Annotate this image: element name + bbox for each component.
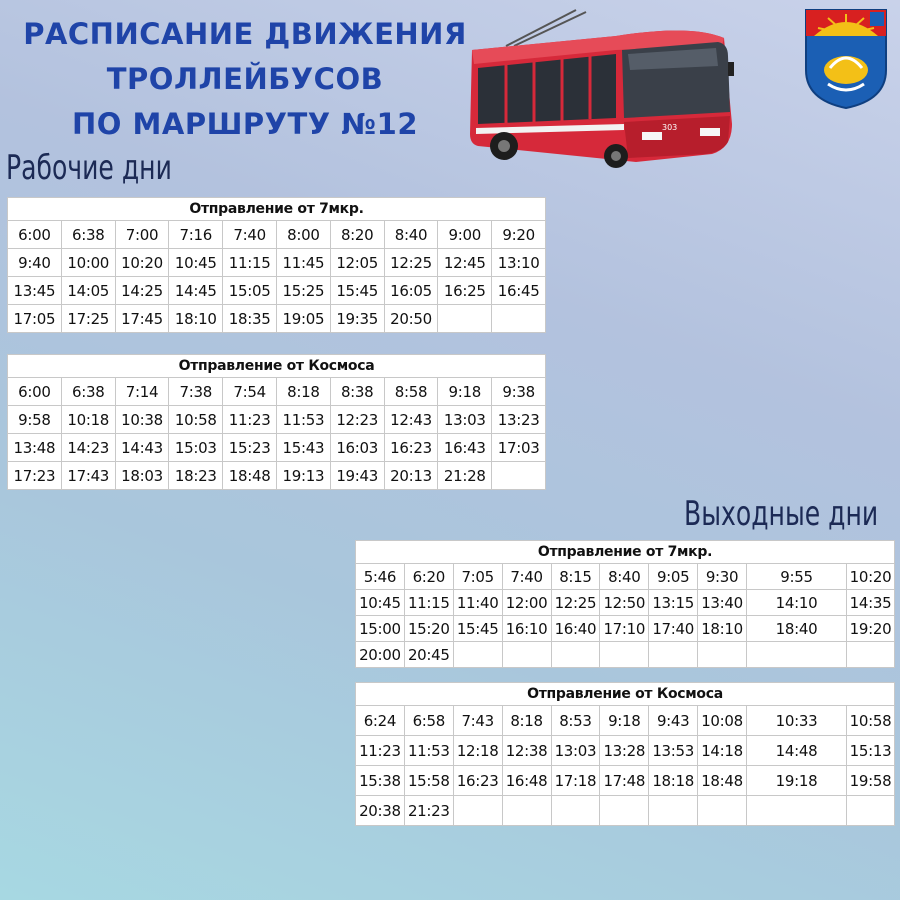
time-cell: 10:45 [169, 249, 223, 277]
time-cell: 7:14 [115, 378, 169, 406]
time-cell: 15:38 [356, 766, 405, 796]
time-cell: 13:53 [649, 736, 698, 766]
time-cell [846, 642, 894, 668]
time-cell: 11:23 [223, 406, 277, 434]
time-cell: 6:24 [356, 706, 405, 736]
time-cell [600, 796, 649, 826]
weekends-kosmos-table [355, 682, 895, 826]
time-cell: 21:28 [438, 462, 492, 490]
time-cell: 13:03 [551, 736, 600, 766]
time-cell: 8:40 [600, 564, 649, 590]
time-cell: 17:25 [61, 305, 115, 333]
table-row [356, 766, 895, 796]
table-header: Отправление от Космоса [8, 355, 546, 378]
time-cell: 16:45 [492, 277, 546, 305]
time-cell [551, 642, 600, 668]
table-row [8, 221, 546, 249]
time-cell: 19:43 [330, 462, 384, 490]
time-cell: 17:40 [649, 616, 698, 642]
time-cell: 15:20 [404, 616, 453, 642]
time-cell: 17:48 [600, 766, 649, 796]
time-cell: 6:00 [8, 378, 62, 406]
title-line: ПО МАРШРУТУ №12 [72, 107, 418, 141]
time-cell: 16:25 [438, 277, 492, 305]
time-cell: 14:35 [846, 590, 894, 616]
time-cell: 15:05 [223, 277, 277, 305]
time-cell: 11:53 [404, 736, 453, 766]
time-cell: 14:43 [115, 434, 169, 462]
time-cell: 12:00 [502, 590, 551, 616]
time-cell: 19:20 [846, 616, 894, 642]
time-cell: 13:15 [649, 590, 698, 616]
time-cell: 16:05 [384, 277, 438, 305]
time-cell: 10:38 [115, 406, 169, 434]
page-title [0, 12, 490, 147]
table-row [356, 590, 895, 616]
time-cell: 10:58 [169, 406, 223, 434]
time-cell [492, 305, 546, 333]
table-row [8, 305, 546, 333]
time-cell: 19:05 [276, 305, 330, 333]
time-cell: 12:45 [438, 249, 492, 277]
title-line: ТРОЛЛЕЙБУСОВ [106, 62, 384, 96]
time-cell: 18:03 [115, 462, 169, 490]
time-cell: 9:18 [438, 378, 492, 406]
time-cell: 6:20 [404, 564, 453, 590]
time-cell: 11:15 [223, 249, 277, 277]
table-header: Отправление от 7мкр. [356, 541, 895, 564]
time-cell: 11:40 [453, 590, 502, 616]
time-cell: 13:28 [600, 736, 649, 766]
time-cell: 14:45 [169, 277, 223, 305]
time-cell: 15:45 [453, 616, 502, 642]
time-cell: 18:35 [223, 305, 277, 333]
time-cell [551, 796, 600, 826]
time-cell: 8:18 [502, 706, 551, 736]
table-row [356, 616, 895, 642]
time-cell: 8:38 [330, 378, 384, 406]
time-cell: 6:00 [8, 221, 62, 249]
weekdays-7mkr-table [7, 197, 546, 333]
table-row [356, 564, 895, 590]
time-cell: 13:48 [8, 434, 62, 462]
time-cell: 7:38 [169, 378, 223, 406]
time-cell [438, 305, 492, 333]
time-cell: 15:13 [846, 736, 894, 766]
weekdays-heading: Рабочие дни [6, 148, 172, 188]
time-cell: 7:40 [223, 221, 277, 249]
time-cell [600, 642, 649, 668]
time-cell: 9:38 [492, 378, 546, 406]
time-cell: 16:03 [330, 434, 384, 462]
time-cell: 7:16 [169, 221, 223, 249]
time-cell: 12:25 [384, 249, 438, 277]
time-cell: 17:05 [8, 305, 62, 333]
coat-of-arms-emblem [804, 8, 888, 110]
time-cell: 18:40 [747, 616, 847, 642]
time-cell: 10:08 [698, 706, 747, 736]
time-cell: 15:00 [356, 616, 405, 642]
time-cell: 19:13 [276, 462, 330, 490]
time-cell: 16:23 [384, 434, 438, 462]
time-cell: 14:25 [115, 277, 169, 305]
time-cell: 6:38 [61, 378, 115, 406]
time-cell: 8:58 [384, 378, 438, 406]
time-cell [698, 796, 747, 826]
time-cell: 15:25 [276, 277, 330, 305]
time-cell: 8:53 [551, 706, 600, 736]
time-cell: 17:43 [61, 462, 115, 490]
time-cell: 9:18 [600, 706, 649, 736]
time-cell: 18:23 [169, 462, 223, 490]
time-cell: 19:58 [846, 766, 894, 796]
time-cell: 15:23 [223, 434, 277, 462]
time-cell: 10:20 [115, 249, 169, 277]
time-cell: 20:00 [356, 642, 405, 668]
time-cell: 13:23 [492, 406, 546, 434]
title-line: РАСПИСАНИЕ ДВИЖЕНИЯ [23, 17, 467, 51]
time-cell: 10:58 [846, 706, 894, 736]
time-cell: 7:40 [502, 564, 551, 590]
table-row [8, 277, 546, 305]
table-row [356, 706, 895, 736]
table-row [8, 378, 546, 406]
table-row [8, 406, 546, 434]
time-cell: 11:53 [276, 406, 330, 434]
time-cell: 20:13 [384, 462, 438, 490]
time-cell: 17:03 [492, 434, 546, 462]
time-cell: 12:18 [453, 736, 502, 766]
time-cell: 17:18 [551, 766, 600, 796]
time-cell: 17:10 [600, 616, 649, 642]
weekends-7mkr-table [355, 540, 895, 668]
time-cell: 10:18 [61, 406, 115, 434]
time-cell [453, 642, 502, 668]
time-cell: 14:48 [747, 736, 847, 766]
table-row [8, 249, 546, 277]
time-cell: 9:20 [492, 221, 546, 249]
time-cell: 14:05 [61, 277, 115, 305]
time-cell: 7:54 [223, 378, 277, 406]
time-cell: 20:45 [404, 642, 453, 668]
time-cell: 11:15 [404, 590, 453, 616]
time-cell: 7:05 [453, 564, 502, 590]
time-cell [747, 796, 847, 826]
time-cell: 18:10 [698, 616, 747, 642]
time-cell [502, 796, 551, 826]
time-cell: 9:30 [698, 564, 747, 590]
time-cell: 12:43 [384, 406, 438, 434]
table-row [356, 736, 895, 766]
time-cell: 14:18 [698, 736, 747, 766]
time-cell: 19:35 [330, 305, 384, 333]
time-cell: 15:45 [330, 277, 384, 305]
time-cell: 19:18 [747, 766, 847, 796]
time-cell: 16:10 [502, 616, 551, 642]
time-cell: 13:03 [438, 406, 492, 434]
time-cell: 21:23 [404, 796, 453, 826]
table-row [356, 642, 895, 668]
time-cell: 9:43 [649, 706, 698, 736]
time-cell: 14:23 [61, 434, 115, 462]
time-cell: 12:38 [502, 736, 551, 766]
time-cell: 7:43 [453, 706, 502, 736]
time-cell: 10:45 [356, 590, 405, 616]
time-cell: 9:58 [8, 406, 62, 434]
time-cell: 18:48 [698, 766, 747, 796]
time-cell: 18:18 [649, 766, 698, 796]
time-cell: 12:05 [330, 249, 384, 277]
time-cell: 5:46 [356, 564, 405, 590]
time-cell: 10:00 [61, 249, 115, 277]
time-cell: 11:23 [356, 736, 405, 766]
time-cell: 16:48 [502, 766, 551, 796]
time-cell: 8:00 [276, 221, 330, 249]
time-cell: 12:25 [551, 590, 600, 616]
time-cell: 10:33 [747, 706, 847, 736]
time-cell: 20:38 [356, 796, 405, 826]
time-cell: 15:58 [404, 766, 453, 796]
time-cell: 17:23 [8, 462, 62, 490]
time-cell [453, 796, 502, 826]
time-cell: 13:10 [492, 249, 546, 277]
time-cell: 11:45 [276, 249, 330, 277]
time-cell: 16:43 [438, 434, 492, 462]
table-row [8, 462, 546, 490]
time-cell: 12:23 [330, 406, 384, 434]
time-cell: 7:00 [115, 221, 169, 249]
time-cell: 8:20 [330, 221, 384, 249]
time-cell: 9:00 [438, 221, 492, 249]
trolleybus-image [466, 6, 738, 168]
time-cell: 12:50 [600, 590, 649, 616]
time-cell: 20:50 [384, 305, 438, 333]
time-cell: 10:20 [846, 564, 894, 590]
time-cell: 18:10 [169, 305, 223, 333]
time-cell: 14:10 [747, 590, 847, 616]
time-cell: 15:03 [169, 434, 223, 462]
time-cell: 8:15 [551, 564, 600, 590]
weekdays-kosmos-table [7, 354, 546, 490]
weekends-heading: Выходные дни [684, 494, 879, 534]
time-cell [846, 796, 894, 826]
time-cell: 13:40 [698, 590, 747, 616]
time-cell: 16:23 [453, 766, 502, 796]
time-cell: 17:45 [115, 305, 169, 333]
time-cell: 8:18 [276, 378, 330, 406]
time-cell [492, 462, 546, 490]
table-header: Отправление от 7мкр. [8, 198, 546, 221]
time-cell: 8:40 [384, 221, 438, 249]
time-cell [649, 642, 698, 668]
time-cell: 15:43 [276, 434, 330, 462]
time-cell [502, 642, 551, 668]
time-cell [747, 642, 847, 668]
time-cell: 16:40 [551, 616, 600, 642]
time-cell: 9:05 [649, 564, 698, 590]
time-cell: 18:48 [223, 462, 277, 490]
time-cell [649, 796, 698, 826]
time-cell: 9:40 [8, 249, 62, 277]
table-row [8, 434, 546, 462]
table-row [356, 796, 895, 826]
time-cell: 6:38 [61, 221, 115, 249]
time-cell: 9:55 [747, 564, 847, 590]
time-cell: 6:58 [404, 706, 453, 736]
bus-number: 303 [662, 123, 678, 132]
table-header: Отправление от Космоса [356, 683, 895, 706]
time-cell: 13:45 [8, 277, 62, 305]
time-cell [698, 642, 747, 668]
